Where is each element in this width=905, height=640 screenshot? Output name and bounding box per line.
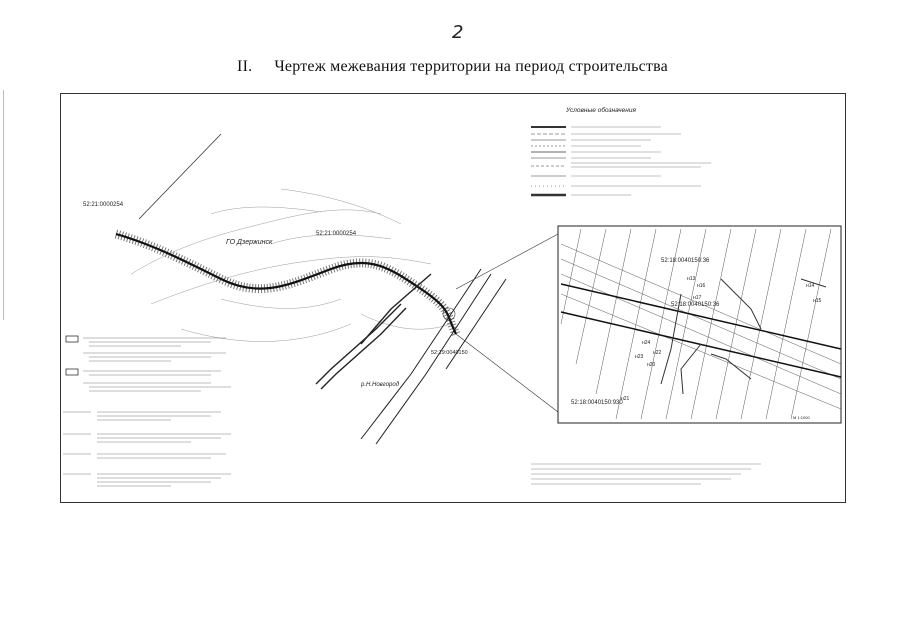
- inset-point-label: н22: [653, 350, 662, 356]
- legend-symbol-2: [66, 369, 78, 375]
- inset-point-label: н14: [806, 283, 815, 289]
- section-numeral: II.: [237, 58, 253, 75]
- inset-label-parcel-bottom: 52:18:0040150:930: [571, 400, 623, 406]
- inset-point-label: н24: [642, 340, 651, 346]
- section-title: Чертеж межевания территории на период строительства: [274, 58, 668, 75]
- inset-point-label: н13: [687, 276, 696, 282]
- legend-heading: Условные обозначения: [566, 107, 636, 114]
- inset-point-label: н20: [647, 362, 656, 368]
- label-city: ГО Дзержинск: [226, 239, 273, 246]
- label-river: р.Н.Новгород: [361, 382, 400, 388]
- inset-scale: М 1:1000: [793, 415, 810, 420]
- label-parcel-mid: 52:21:0000254: [316, 231, 357, 237]
- terrain-contours: [131, 189, 451, 342]
- drawing-sheet: [60, 93, 846, 503]
- boundary-line-nw: [139, 134, 221, 219]
- label-parcel-nw: 52:21:0000254: [83, 202, 124, 208]
- inset-point-label: н17: [693, 295, 702, 301]
- label-parcel-se: 52:19:0040150: [431, 350, 468, 356]
- right-legend-text: [571, 127, 711, 195]
- legend-symbol-1: [66, 336, 78, 342]
- drawing-svg: [61, 94, 847, 504]
- page-title: [0, 58, 905, 76]
- left-legend-text: [63, 338, 231, 486]
- inset-point-label: н21: [621, 396, 630, 402]
- notes-text: [531, 464, 761, 484]
- inset-label-parcel-top: 52:18:0040150:36: [661, 258, 710, 264]
- roads: [316, 274, 431, 389]
- inset-frame: [558, 226, 841, 423]
- callout-line-bottom: [456, 334, 558, 412]
- page-number: 2: [452, 22, 464, 43]
- inset-point-label: н23: [635, 354, 644, 360]
- callout-line-top: [456, 234, 558, 289]
- pipeline-corridor: [116, 234, 456, 334]
- inset-map: [558, 226, 841, 423]
- inset-point-label: н15: [813, 298, 822, 304]
- inset-label-parcel-mid: 52:18:0040150:36: [671, 302, 720, 308]
- scan-edge-line: [3, 90, 4, 320]
- right-legend-symbols: [531, 127, 566, 195]
- left-legend: [66, 336, 78, 375]
- inset-point-label: н16: [697, 283, 706, 289]
